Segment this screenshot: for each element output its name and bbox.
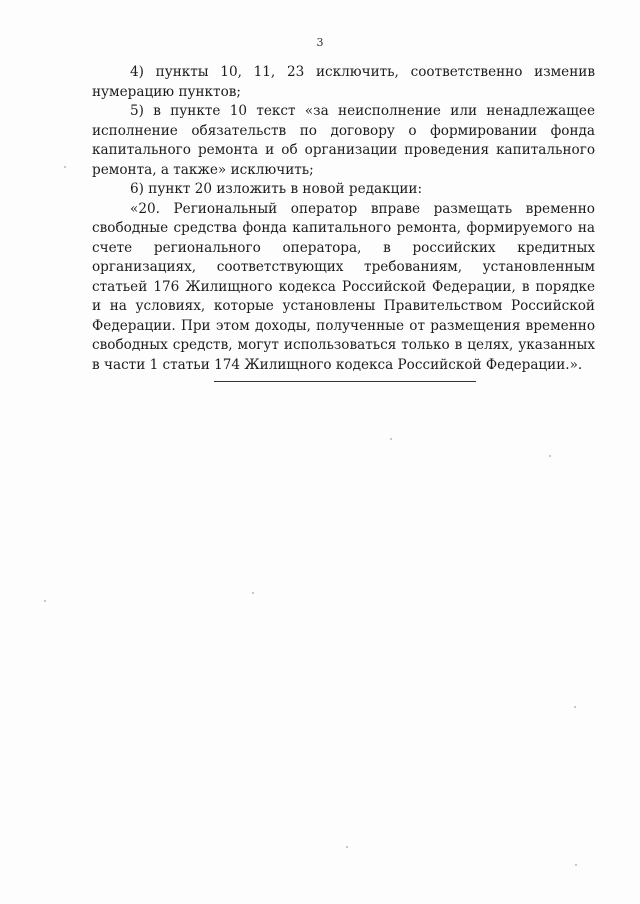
paragraph-item-5: 5) в пункте 10 текст «за неисполнение или ненадлежащее исполнение обязательств по договору о формировании фонда капитального ремонта и об организации проведения капитального ремонта, а также» исключить;	[92, 103, 595, 178]
document-body	[92, 63, 595, 375]
scan-speck	[574, 706, 576, 708]
page-number: 3	[316, 36, 324, 49]
scan-speck	[390, 438, 392, 440]
end-of-text-divider	[214, 381, 476, 382]
paragraph-new-edition-20: «20. Региональный оператор вправе размещать временно свободные средства фонда капитального ремонта, формируемого на счете регионального оператора, в российских кредитных организациях, соответствующих требованиям, установленным статьей 176 Жилищного кодекса Российской Федерации, в порядке и на условиях, которые установлены Правительством Российской Федерации. При этом доходы, полученные от размещения временно свободных средств, могут использоваться только в целях, указанных в части 1 статьи 174 Жилищного кодекса Российской Федерации.».	[92, 200, 595, 373]
scan-speck	[549, 455, 551, 457]
paragraph-item-6: 6) пункт 20 изложить в новой редакции:	[130, 181, 423, 197]
scan-speck	[64, 166, 66, 168]
paragraph-item-4: 4) пункты 10, 11, 23 исключить, соответственно изменив нумерацию пунктов;	[92, 64, 595, 100]
scan-speck	[44, 600, 46, 602]
scan-speck	[252, 592, 254, 594]
scan-speck	[346, 846, 348, 848]
scan-speck	[575, 864, 577, 866]
